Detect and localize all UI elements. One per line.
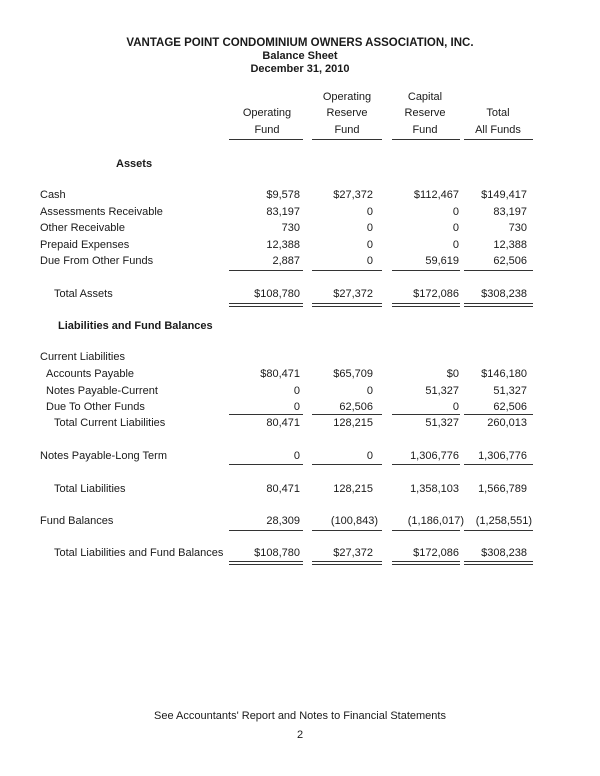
section-liabilities: Liabilities and Fund Balances <box>58 320 213 332</box>
row-value: $80,471 <box>260 368 300 380</box>
row-value: 2,887 <box>272 255 300 267</box>
double-rule <box>229 564 303 565</box>
row-value: 0 <box>293 401 300 413</box>
row-label: Fund Balances <box>40 515 114 527</box>
row-value: $108,780 <box>254 547 300 559</box>
row-value: $146,180 <box>481 368 527 380</box>
double-rule <box>464 306 533 307</box>
row-label: Due From Other Funds <box>40 255 154 267</box>
row-value: 0 <box>452 222 459 234</box>
row-value: 730 <box>508 222 527 234</box>
row-value: 83,197 <box>493 206 527 218</box>
double-rule <box>464 561 533 562</box>
row-value: 28,309 <box>266 515 300 527</box>
subtotal-rule <box>229 530 303 531</box>
row-value: $65,709 <box>333 368 373 380</box>
row-value: 12,388 <box>493 239 527 251</box>
row-value: $308,238 <box>481 547 527 559</box>
row-label: Prepaid Expenses <box>40 239 130 251</box>
row-value: $172,086 <box>413 547 459 559</box>
subtotal-rule <box>464 530 533 531</box>
row-label: Other Receivable <box>40 222 125 234</box>
row-label: Notes Payable-Current <box>46 385 158 397</box>
col-total-line2: Total <box>486 107 510 119</box>
row-value: 80,471 <box>266 417 300 429</box>
colhead-underline <box>312 139 382 140</box>
colhead-underline <box>392 139 460 140</box>
col-capreserve-line3: Fund <box>412 124 438 136</box>
subtotal-rule <box>464 464 533 465</box>
section-assets: Assets <box>116 158 153 170</box>
double-rule <box>392 306 460 307</box>
subtotal-rule <box>229 464 303 465</box>
row-value: 62,506 <box>339 401 373 413</box>
double-rule <box>392 564 460 565</box>
row-value: $108,780 <box>254 288 300 300</box>
row-value: $308,238 <box>481 288 527 300</box>
row-value: 62,506 <box>493 401 527 413</box>
double-rule <box>464 564 533 565</box>
col-capreserve-line1: Capital <box>407 91 443 103</box>
subtotal-rule <box>229 414 303 415</box>
current-liabilities-heading: Current Liabilities <box>40 351 125 363</box>
org-name: VANTAGE POINT CONDOMINIUM OWNERS ASSOCIATION, INC. <box>126 37 474 49</box>
row-value: 0 <box>366 450 373 462</box>
page-number: 2 <box>296 729 304 741</box>
row-value: $9,578 <box>266 189 300 201</box>
row-value: (100,843) <box>330 515 378 527</box>
row-value: 0 <box>366 239 373 251</box>
report-date: December 31, 2010 <box>250 63 350 75</box>
row-label: Due To Other Funds <box>46 401 145 413</box>
col-total-line3: All Funds <box>475 124 521 136</box>
subtotal-rule <box>312 270 382 271</box>
row-label: Total Current Liabilities <box>54 417 166 429</box>
col-opreserve-line3: Fund <box>334 124 360 136</box>
row-value: 128,215 <box>333 417 373 429</box>
row-value: 0 <box>366 255 373 267</box>
double-rule <box>229 306 303 307</box>
row-value: 260,013 <box>487 417 527 429</box>
row-value: 730 <box>281 222 300 234</box>
double-rule <box>464 303 533 304</box>
subtotal-rule <box>229 270 303 271</box>
row-value: 0 <box>293 450 300 462</box>
colhead-underline <box>464 139 533 140</box>
row-value: 1,358,103 <box>410 483 459 495</box>
row-value: 1,306,776 <box>478 450 527 462</box>
total-assets-label: Total Assets <box>54 288 113 300</box>
row-value: 0 <box>452 206 459 218</box>
subtotal-rule <box>392 270 460 271</box>
col-operating-line3: Fund <box>254 124 280 136</box>
row-label: Assessments Receivable <box>40 206 163 218</box>
row-value: 51,327 <box>425 385 459 397</box>
double-rule <box>392 303 460 304</box>
col-opreserve-line1: Operating <box>322 91 372 103</box>
row-label: Cash <box>40 189 66 201</box>
row-value: 83,197 <box>266 206 300 218</box>
row-value: $27,372 <box>333 547 373 559</box>
row-value: $0 <box>446 368 459 380</box>
row-value: 51,327 <box>425 417 459 429</box>
double-rule <box>392 561 460 562</box>
row-value: 51,327 <box>493 385 527 397</box>
col-opreserve-line2: Reserve <box>326 107 368 119</box>
col-operating-line2: Operating <box>242 107 292 119</box>
row-value: 0 <box>452 239 459 251</box>
row-value: 12,388 <box>266 239 300 251</box>
subtotal-rule <box>464 270 533 271</box>
double-rule <box>312 561 382 562</box>
row-value: $149,417 <box>481 189 527 201</box>
row-value: 0 <box>366 222 373 234</box>
subtotal-rule <box>392 414 460 415</box>
double-rule <box>312 564 382 565</box>
report-title: Balance Sheet <box>262 50 338 62</box>
subtotal-rule <box>312 530 382 531</box>
row-value: $27,372 <box>333 189 373 201</box>
double-rule <box>229 303 303 304</box>
row-value: 0 <box>366 385 373 397</box>
row-label: Notes Payable-Long Term <box>40 450 167 462</box>
row-value: 59,619 <box>425 255 459 267</box>
row-value: (1,186,017) <box>407 515 464 527</box>
row-value: $172,086 <box>413 288 459 300</box>
row-value: 62,506 <box>493 255 527 267</box>
row-value: 0 <box>293 385 300 397</box>
row-value: $27,372 <box>333 288 373 300</box>
subtotal-rule <box>392 464 460 465</box>
row-value: 0 <box>366 206 373 218</box>
double-rule <box>312 303 382 304</box>
double-rule <box>229 561 303 562</box>
subtotal-rule <box>312 414 382 415</box>
subtotal-rule <box>312 464 382 465</box>
subtotal-rule <box>464 414 533 415</box>
row-value: 1,306,776 <box>410 450 459 462</box>
double-rule <box>312 306 382 307</box>
row-label: Total Liabilities and Fund Balances <box>54 547 224 559</box>
footer-note: See Accountants' Report and Notes to Financial Statements <box>154 710 446 722</box>
row-value: 128,215 <box>333 483 373 495</box>
row-value: $112,467 <box>413 189 459 201</box>
row-value: 0 <box>452 401 459 413</box>
row-value: 1,566,789 <box>478 483 527 495</box>
col-capreserve-line2: Reserve <box>404 107 446 119</box>
row-label: Accounts Payable <box>46 368 135 380</box>
row-value: 80,471 <box>266 483 300 495</box>
row-value: (1,258,551) <box>475 515 532 527</box>
colhead-underline <box>229 139 303 140</box>
row-label: Total Liabilities <box>54 483 126 495</box>
subtotal-rule <box>392 530 460 531</box>
